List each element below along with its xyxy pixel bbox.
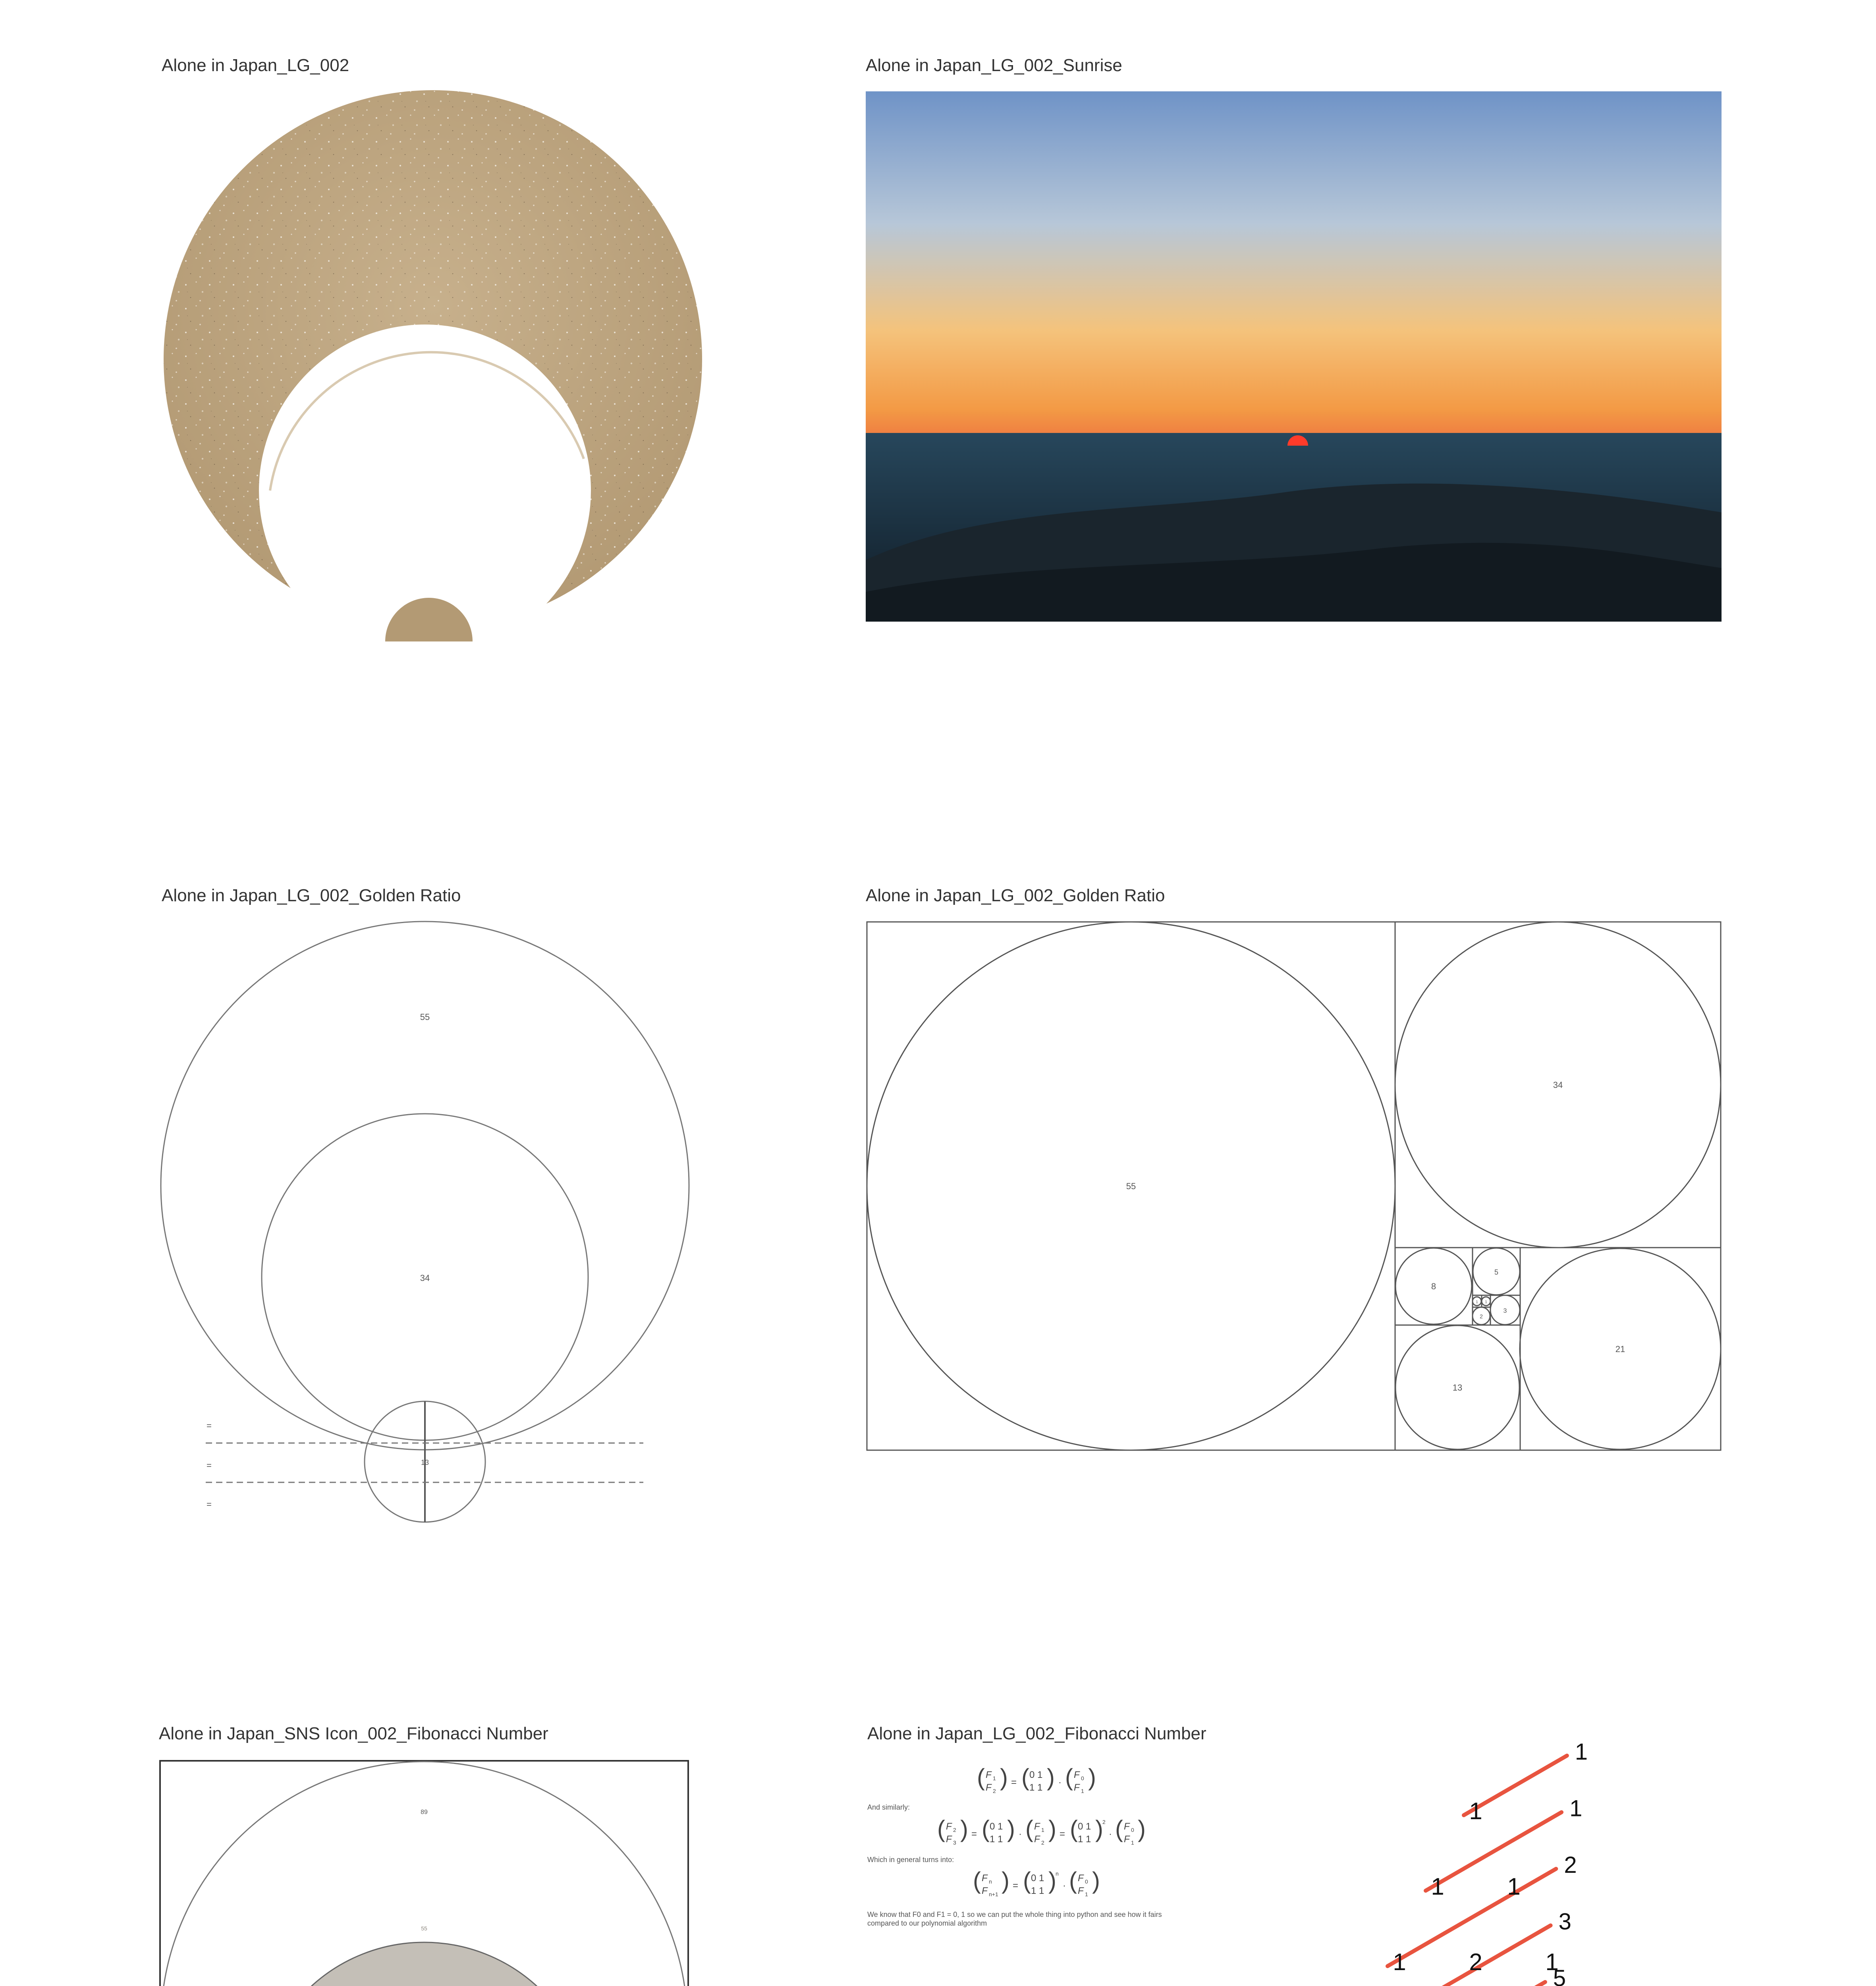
label-1b: 1 — [1485, 1300, 1487, 1304]
label-55: 55 — [1126, 1181, 1136, 1191]
label-55: 55 — [421, 1925, 427, 1932]
label-55: 55 — [420, 1012, 430, 1022]
svg-text:): ) — [1095, 1816, 1103, 1842]
svg-text:F: F — [1078, 1886, 1084, 1896]
svg-text:F: F — [986, 1770, 992, 1780]
svg-text:F: F — [1074, 1770, 1080, 1780]
svg-text:(: ( — [1115, 1816, 1123, 1842]
pascal-number: 2 — [1469, 1949, 1482, 1975]
svg-text:2: 2 — [953, 1827, 956, 1833]
svg-text:(: ( — [1025, 1816, 1033, 1842]
text-compared: compared to our polynomial algorithm — [867, 1919, 987, 1927]
logo-tan-circle — [159, 89, 707, 649]
svg-text:3: 3 — [953, 1839, 956, 1846]
pascal-number: 1 — [1469, 1798, 1482, 1824]
golden-rectangle-diagram — [866, 921, 1724, 1453]
label-5: 5 — [1494, 1268, 1499, 1276]
svg-text:F: F — [1124, 1821, 1130, 1832]
svg-text:0 1: 0 1 — [1029, 1770, 1043, 1780]
svg-text:(: ( — [1065, 1764, 1073, 1791]
svg-text:=: = — [1060, 1829, 1065, 1839]
svg-text:F: F — [1034, 1834, 1040, 1845]
label-21: 21 — [1615, 1344, 1625, 1354]
diagonal-sum: 1 — [1575, 1739, 1588, 1765]
svg-text:1 1: 1 1 — [1031, 1886, 1044, 1896]
svg-text:=: = — [971, 1829, 977, 1839]
svg-text:F: F — [1124, 1834, 1130, 1845]
svg-text:1: 1 — [1085, 1891, 1088, 1897]
circle-55 — [161, 922, 689, 1450]
label-2: 2 — [1480, 1313, 1483, 1319]
pascal-number: 1 — [1545, 1949, 1559, 1975]
equal-mark: = — [207, 1499, 212, 1509]
svg-text:0: 0 — [1085, 1878, 1088, 1885]
equal-mark: = — [207, 1461, 212, 1470]
svg-text:2: 2 — [1041, 1839, 1044, 1846]
svg-text:F: F — [1074, 1782, 1080, 1793]
sns-icon-diagram — [159, 1760, 691, 1986]
svg-text:): ) — [1007, 1816, 1015, 1842]
panel-5-caption: Alone in Japan_SNS Icon_002_Fibonacci Number — [159, 1724, 548, 1743]
svg-text:F: F — [946, 1834, 952, 1845]
equal-mark: = — [207, 1421, 212, 1431]
text-and-similarly: And similarly: — [867, 1803, 910, 1811]
svg-text:(: ( — [1069, 1867, 1077, 1894]
svg-text:F: F — [1078, 1873, 1084, 1884]
matrix-equation-3 — [973, 1867, 1108, 1903]
svg-text:0 1: 0 1 — [1031, 1873, 1044, 1884]
svg-text:(: ( — [1021, 1764, 1029, 1791]
pascal-triangle — [1191, 1716, 1747, 1986]
svg-text:1: 1 — [993, 1775, 996, 1781]
svg-text:n+1: n+1 — [989, 1891, 998, 1897]
sunrise-photo — [866, 91, 1722, 622]
svg-text:F: F — [946, 1821, 952, 1832]
diagonal-sum: 2 — [1564, 1852, 1577, 1878]
svg-text:(: ( — [1023, 1867, 1031, 1894]
svg-text:1 1: 1 1 — [1078, 1834, 1091, 1845]
svg-text:): ) — [1088, 1764, 1096, 1791]
panel-1-caption: Alone in Japan_LG_002 — [162, 56, 349, 75]
diagonal-line — [1311, 1982, 1545, 1986]
svg-text:·: · — [1109, 1829, 1112, 1839]
label-8: 8 — [1431, 1281, 1436, 1291]
svg-text:n: n — [989, 1878, 992, 1885]
label-13: 13 — [1452, 1383, 1463, 1393]
pascal-number: 1 — [1507, 1873, 1521, 1900]
svg-text:1: 1 — [1081, 1788, 1084, 1794]
svg-text:): ) — [1048, 1816, 1056, 1842]
svg-text:): ) — [1002, 1867, 1009, 1894]
diagonal-sum: 3 — [1558, 1909, 1571, 1935]
diagonal-sum: 5 — [1553, 1965, 1566, 1986]
svg-text:1: 1 — [1041, 1827, 1044, 1833]
svg-text:0 1: 0 1 — [990, 1821, 1003, 1832]
svg-text:): ) — [1092, 1867, 1100, 1894]
svg-text:): ) — [1047, 1764, 1055, 1791]
svg-text:F: F — [982, 1886, 988, 1896]
svg-text:): ) — [1138, 1816, 1146, 1842]
svg-text:=: = — [1013, 1880, 1019, 1891]
svg-text:): ) — [1048, 1867, 1056, 1894]
panel-6-caption: Alone in Japan_LG_002_Fibonacci Number — [867, 1724, 1206, 1743]
svg-text:·: · — [1019, 1829, 1022, 1839]
matrix-equation-2 — [937, 1815, 1144, 1851]
svg-text:): ) — [960, 1816, 968, 1842]
svg-text:F: F — [1034, 1821, 1040, 1832]
diagonal-sum: 1 — [1569, 1795, 1583, 1822]
label-1a: 1 — [1476, 1300, 1478, 1304]
diagonal-line — [1349, 1926, 1551, 1986]
text-which-general: Which in general turns into: — [867, 1856, 954, 1864]
svg-text:1 1: 1 1 — [1029, 1782, 1043, 1793]
svg-text:·: · — [1063, 1880, 1066, 1891]
matrix-equation-1 — [977, 1764, 1104, 1799]
label-89: 89 — [421, 1809, 428, 1816]
svg-text:(: ( — [977, 1764, 985, 1791]
svg-text:·: · — [1058, 1777, 1062, 1788]
label-34: 34 — [420, 1273, 430, 1283]
svg-text:(: ( — [937, 1816, 945, 1842]
svg-text:(: ( — [973, 1867, 981, 1894]
golden-ratio-diagram-1 — [159, 918, 691, 1537]
text-we-know: We know that F0 and F1 = 0, 1 so we can put the whole thing into python and see how it fairs — [867, 1911, 1162, 1918]
panel-2-caption: Alone in Japan_LG_002_Sunrise — [866, 56, 1122, 75]
label-34: 34 — [1553, 1080, 1563, 1090]
svg-text:0 1: 0 1 — [1078, 1821, 1091, 1832]
svg-text:): ) — [1000, 1764, 1008, 1791]
panel-3-caption: Alone in Japan_LG_002_Golden Ratio — [162, 886, 461, 905]
pascal-number: 1 — [1431, 1873, 1444, 1900]
svg-text:F: F — [982, 1873, 988, 1884]
shaded-circle-55 — [257, 1942, 591, 1986]
svg-text:=: = — [1011, 1777, 1017, 1788]
svg-text:F: F — [986, 1782, 992, 1793]
label-3: 3 — [1503, 1308, 1507, 1314]
svg-text:2: 2 — [1102, 1819, 1106, 1825]
svg-text:2: 2 — [993, 1788, 996, 1794]
panel-4-caption: Alone in Japan_LG_002_Golden Ratio — [866, 886, 1165, 905]
svg-text:n: n — [1056, 1870, 1059, 1877]
svg-text:0: 0 — [1131, 1827, 1134, 1833]
svg-text:1 1: 1 1 — [990, 1834, 1003, 1845]
svg-text:1: 1 — [1131, 1839, 1134, 1846]
svg-text:0: 0 — [1081, 1775, 1084, 1781]
svg-text:(: ( — [982, 1816, 990, 1842]
pascal-number: 1 — [1393, 1949, 1406, 1975]
svg-text:(: ( — [1070, 1816, 1078, 1842]
label-13: 13 — [421, 1459, 429, 1466]
